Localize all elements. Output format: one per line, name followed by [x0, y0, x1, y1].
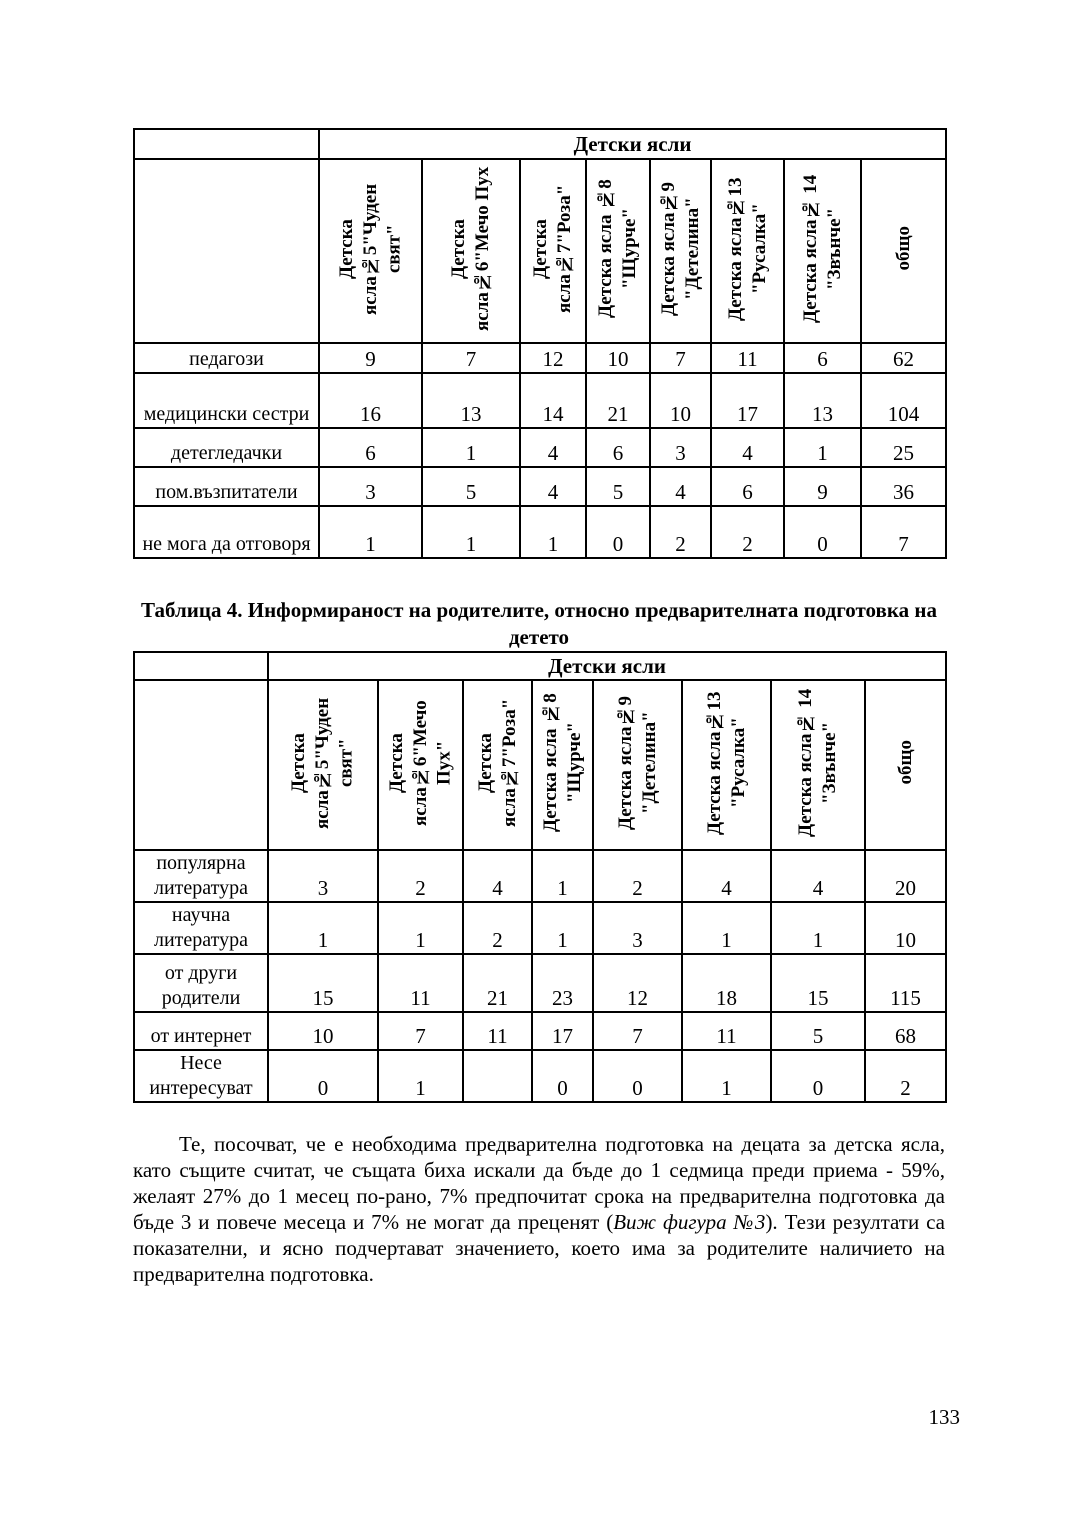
data-cell: 1 [532, 850, 593, 902]
data-cell: 2 [711, 506, 784, 558]
column-header-text: Детска ясла№9 "Детелина" [614, 695, 660, 830]
row-label: от интернет [134, 1012, 268, 1050]
data-cell: 36 [861, 467, 946, 506]
data-cell: 1 [422, 506, 520, 558]
data-cell: 7 [593, 1012, 682, 1050]
data-cell: 68 [865, 1012, 946, 1050]
parent-awareness-table [133, 651, 947, 1103]
data-cell: 21 [463, 954, 532, 1012]
data-cell: 12 [593, 954, 682, 1012]
data-cell: 2 [593, 850, 682, 902]
column-header [422, 159, 520, 343]
data-cell: 5 [422, 467, 520, 506]
column-header-text: Детска ясла№9 "Детелина" [657, 181, 703, 316]
data-cell: 12 [520, 343, 586, 373]
row-label: пом.възпитатели [134, 467, 319, 506]
column-header [771, 680, 865, 850]
column-header-text: общо [892, 226, 914, 271]
column-header [520, 159, 586, 343]
data-cell: 17 [711, 373, 784, 428]
paragraph-text-before: Те, посочват, че е необходима предварителна подготовка на децата за детска ясла, като същите считат, че същата биха искали да бъде до 1 седмица преди приема - 59%, желаят 27% до 1 месец по-рано, 7% предпочитат срока на предварителна подготовка да бъде 3 и повече месеца и 7% не могат да преценят ( [133, 1132, 945, 1234]
data-cell: 20 [865, 850, 946, 902]
row-label: от други родители [134, 954, 268, 1012]
data-cell: 25 [861, 428, 946, 467]
data-cell: 1 [784, 428, 861, 467]
data-cell: 21 [586, 373, 650, 428]
data-cell: 13 [784, 373, 861, 428]
table-row [134, 506, 946, 558]
row-label: популярна литература [134, 850, 268, 902]
table-row [134, 902, 946, 954]
row-label: детегледачки [134, 428, 319, 467]
corner-cell [134, 159, 319, 343]
data-cell: 7 [422, 343, 520, 373]
data-cell: 1 [422, 428, 520, 467]
column-header-text: Детска ясла№5"Чуден свят" [288, 696, 357, 829]
data-cell: 3 [268, 850, 378, 902]
data-cell: 14 [520, 373, 586, 428]
column-header [682, 680, 771, 850]
data-cell: 0 [268, 1050, 378, 1102]
table-row [134, 1012, 946, 1050]
page-content [133, 128, 945, 1287]
data-cell: 4 [711, 428, 784, 467]
data-cell: 2 [650, 506, 711, 558]
data-cell: 104 [861, 373, 946, 428]
column-header-text: Детска ясла№7"Роза" [530, 184, 575, 313]
data-cell: 1 [520, 506, 586, 558]
data-cell: 17 [532, 1012, 593, 1050]
column-header [784, 159, 861, 343]
data-cell: 10 [650, 373, 711, 428]
data-cell: 1 [378, 902, 463, 954]
group-header: Детски ясли [319, 129, 946, 159]
data-cell: 18 [682, 954, 771, 1012]
corner-cell [134, 680, 268, 850]
data-cell: 4 [520, 428, 586, 467]
table-row [134, 373, 946, 428]
column-header-text: Детска ясла №8 "Щурче" [539, 693, 585, 832]
data-cell: 2 [463, 902, 532, 954]
data-cell: 115 [865, 954, 946, 1012]
column-header-text: Детска ясла№5"Чуден свят" [335, 182, 405, 315]
data-cell: 16 [319, 373, 422, 428]
corner-cell [134, 129, 319, 159]
data-cell: 62 [861, 343, 946, 373]
column-header [319, 159, 422, 343]
column-header [650, 159, 711, 343]
column-header-text: Детска ясла№13 "Русалка" [724, 176, 770, 321]
column-header [268, 680, 378, 850]
column-header [463, 680, 532, 850]
data-cell: 1 [268, 902, 378, 954]
data-cell: 23 [532, 954, 593, 1012]
data-cell: 3 [650, 428, 711, 467]
figure-reference-italic: Виж фигура №3 [613, 1210, 766, 1234]
table-row [134, 467, 946, 506]
data-cell: 15 [268, 954, 378, 1012]
data-cell: 7 [378, 1012, 463, 1050]
row-label: педагози [134, 343, 319, 373]
data-cell: 10 [865, 902, 946, 954]
table-row [134, 428, 946, 467]
table-row [134, 1050, 946, 1102]
data-cell: 0 [586, 506, 650, 558]
data-cell: 4 [520, 467, 586, 506]
data-cell: 7 [861, 506, 946, 558]
row-label: медицински сестри [134, 373, 319, 428]
data-cell: 0 [532, 1050, 593, 1102]
column-header-text: Детска ясла№6"Мечо Пух" [385, 699, 455, 826]
column-header [865, 680, 946, 850]
data-cell: 15 [771, 954, 865, 1012]
column-header-text: Детска ясла№ 14 "Звънче" [795, 688, 840, 837]
data-cell: 0 [593, 1050, 682, 1102]
table-row [134, 850, 946, 902]
data-cell: 11 [711, 343, 784, 373]
paragraph-text-after: ). Тези резултати са показателни, и ясно подчертават значението, което има за родителите наличието на предварителна подготовка. [133, 1210, 946, 1286]
data-cell: 3 [593, 902, 682, 954]
data-cell: 1 [532, 902, 593, 954]
table-row [134, 954, 946, 1012]
column-header-text: Детска ясла№13 "Русалка" [703, 690, 749, 835]
data-cell [463, 1050, 532, 1102]
data-cell: 3 [319, 467, 422, 506]
data-cell: 1 [378, 1050, 463, 1102]
data-cell: 5 [771, 1012, 865, 1050]
column-header [711, 159, 784, 343]
data-cell: 1 [319, 506, 422, 558]
data-cell: 5 [586, 467, 650, 506]
column-header [593, 680, 682, 850]
data-cell: 4 [682, 850, 771, 902]
table-row [134, 343, 946, 373]
data-cell: 1 [682, 902, 771, 954]
data-cell: 1 [682, 1050, 771, 1102]
data-cell: 6 [711, 467, 784, 506]
row-label: Несе интересуват [134, 1050, 268, 1102]
data-cell: 10 [586, 343, 650, 373]
data-cell: 0 [771, 1050, 865, 1102]
body-paragraph [133, 1131, 945, 1287]
row-label: не мога да отговоря [134, 506, 319, 558]
column-header [861, 159, 946, 343]
column-header-text: Детска ясла№7"Роза" [474, 698, 520, 827]
data-cell: 6 [784, 343, 861, 373]
column-header [586, 159, 650, 343]
data-cell: 4 [650, 467, 711, 506]
data-cell: 6 [319, 428, 422, 467]
column-header-text: Детска ясла №8 "Щурче" [595, 179, 640, 318]
data-cell: 2 [865, 1050, 946, 1102]
data-cell: 9 [784, 467, 861, 506]
column-header-text: общо [894, 740, 916, 785]
data-cell: 13 [422, 373, 520, 428]
table4-caption: Таблица 4. Информираност на родителите, относно предварителната подготовка на детето [141, 598, 937, 649]
column-header [378, 680, 463, 850]
column-header-text: Детска ясла№6"Мечо Пух [448, 166, 493, 331]
column-header [532, 680, 593, 850]
data-cell: 7 [650, 343, 711, 373]
staff-table [133, 128, 947, 559]
data-cell: 4 [771, 850, 865, 902]
data-cell: 11 [378, 954, 463, 1012]
data-cell: 2 [378, 850, 463, 902]
data-cell: 10 [268, 1012, 378, 1050]
data-cell: 11 [463, 1012, 532, 1050]
column-header-text: Детска ясла№ 14 "Звънче" [799, 174, 845, 323]
row-label: научна литература [134, 902, 268, 954]
corner-cell [134, 652, 268, 680]
data-cell: 9 [319, 343, 422, 373]
data-cell: 0 [784, 506, 861, 558]
page-number: 133 [928, 1405, 960, 1429]
group-header: Детски ясли [268, 652, 946, 680]
data-cell: 1 [771, 902, 865, 954]
data-cell: 4 [463, 850, 532, 902]
data-cell: 11 [682, 1012, 771, 1050]
data-cell: 6 [586, 428, 650, 467]
